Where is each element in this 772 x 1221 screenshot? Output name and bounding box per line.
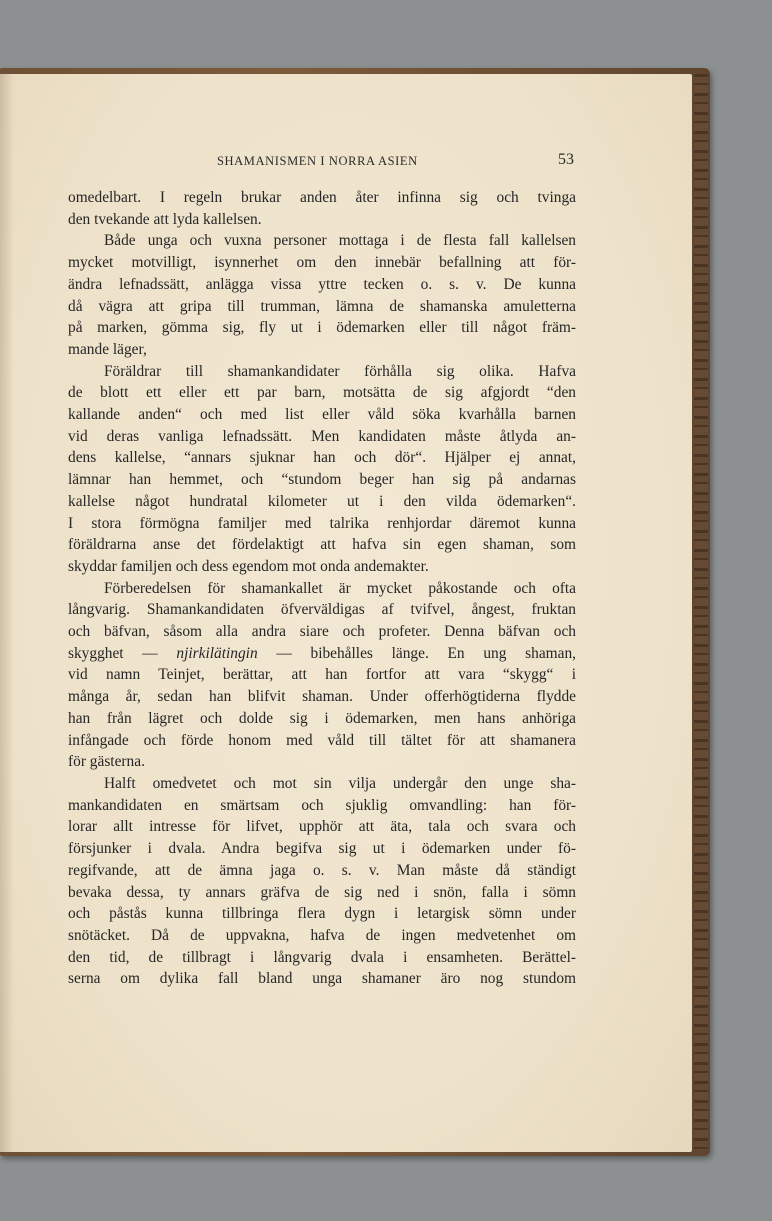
italic-term: njirkilätingin <box>176 644 258 662</box>
text-line: dens kallelse, “annars sjuknar han och dör“. Hjälper ej annat, <box>68 449 576 467</box>
text-line: snötäcket. Då de uppvakna, hafva de ingen medvetenhet om <box>68 926 576 944</box>
body-text <box>68 187 576 990</box>
text-line: den tid, de tillbragt i långvarig dvala i ensamheten. Berättel- <box>68 948 576 966</box>
text-line: ändra lefnadssätt, anlägga vissa yttre tecken o. s. v. De kunna <box>68 275 576 293</box>
text-line: bevaka dessa, ty annars gräfva de sig ned i snön, falla i sömn <box>68 883 576 901</box>
text-line: han från lägret och dolde sig i ödemarken, men hans anhöriga <box>68 709 576 727</box>
text-line: omedelbart. I regeln brukar anden åter infinna sig och tvinga <box>68 189 576 206</box>
text-run: skygghet — <box>68 644 177 662</box>
text-line: serna om dylika fall bland unga shamaner äro nog stundom <box>68 970 576 988</box>
text-line: föräldrarna anse det fördelaktigt att hafva sin egen shaman, som <box>68 536 576 554</box>
text-line: och bäfvan, såsom alla andra siare och profeter. Denna bäfvan och <box>68 623 576 641</box>
text-line: mankandidaten en smärtsam och sjuklig omvandling: han för- <box>68 796 576 814</box>
text-line: den tvekande att lyda kallelsen. <box>68 210 262 228</box>
text-line: regifvande, att de ämna jaga o. s. v. Man måste då ständigt <box>68 861 576 879</box>
text-line: vid deras vanliga lefnadssätt. Men kandidaten måste åtlyda an- <box>68 427 576 445</box>
text-line: långvarig. Shamankandidaten öfverväldigas af tvifvel, ångest, fruktan <box>68 601 576 619</box>
text-line: kallelse något hundratal kilometer ut i den vilda ödemarken“. <box>68 492 576 510</box>
text-line: då vägra att gripa till trumman, lämna de shamanska amuletterna <box>68 297 576 315</box>
text-line: försjunker i dvala. Andra begifva sig ut i ödemarken under fö- <box>68 840 576 858</box>
text-line: Föräldrar till shamankandidater förhålla sig olika. Hafva <box>104 362 576 380</box>
text-line: lorar allt intresse för lifvet, upphör att äta, tala och svara och <box>68 818 576 836</box>
text-line: många år, sedan han blifvit shaman. Under offerhögtiderna flydde <box>68 688 576 706</box>
text-line: mande läger, <box>68 340 147 358</box>
book-page <box>0 74 692 1152</box>
text-line: I stora förmögna familjer med talrika renhjordar däremot kunna <box>68 514 576 532</box>
text-line: och påstås kunna tillbringa flera dygn i letargisk sömn under <box>68 905 576 923</box>
text-line: lämnar han hemmet, och “stundom beger han sig på andarnas <box>68 471 576 489</box>
text-run: — bibehålles länge. En ung shaman, <box>257 644 576 662</box>
text-line-mixed <box>68 643 576 665</box>
text-line: Både unga och vuxna personer mottaga i de flesta fall kallelsen <box>104 232 576 250</box>
text-line: de blott ett eller ett par barn, motsätta de sig afgjordt “den <box>68 384 576 402</box>
text-line: på marken, gömma sig, fly ut i ödemarken eller till något främ- <box>68 319 576 337</box>
running-head: SHAMANISMEN I NORRA ASIEN <box>217 154 418 168</box>
page-number: 53 <box>558 151 574 168</box>
text-line: Halft omedvetet och mot sin vilja undergår den unge sha- <box>104 774 576 792</box>
text-line: Förberedelsen för shamankallet är mycket påkostande och ofta <box>104 579 576 597</box>
text-line: kallande anden“ och med list eller våld söka kvarhålla barnen <box>68 406 576 424</box>
text-line: infångade och förde honom med våld till tältet för att shamanera <box>68 731 576 749</box>
text-line: för gästerna. <box>68 753 145 771</box>
text-line: vid namn Teinjet, berättar, att han fortfor att vara “skygg“ i <box>68 666 576 684</box>
text-line: skyddar familjen och dess egendom mot onda andemakter. <box>68 557 429 575</box>
text-line: mycket motvilligt, isynnerhet om den innebär befallning att för- <box>68 254 576 272</box>
